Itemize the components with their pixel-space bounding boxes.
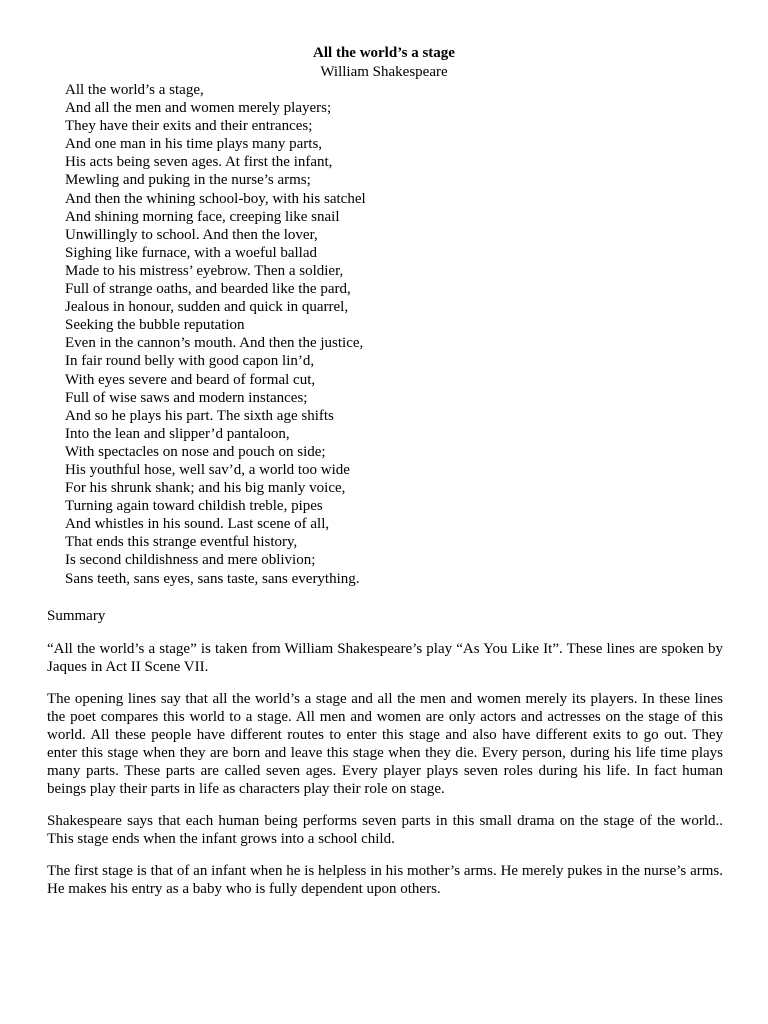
poem-line: Into the lean and slipper’d pantaloon, [65, 425, 290, 442]
poem-line: Sighing like furnace, with a woeful ballad [65, 244, 318, 261]
poem-line: And all the men and women merely players; [65, 100, 332, 117]
poem-line: And whistles in his sound. Last scene of all, [65, 516, 330, 533]
poem-line: His acts being seven ages. At first the infant, [65, 154, 333, 171]
summary-heading: Summary [47, 608, 106, 624]
poem-title: All the world’s a stage [313, 45, 455, 61]
poem-author: William Shakespeare [320, 64, 448, 80]
poem-line: And so he plays his part. The sixth age shifts [65, 407, 334, 424]
poem-line: And shining morning face, creeping like snail [65, 208, 340, 225]
summary-paragraph: “All the world’s a stage” is taken from William Shakespeare’s play “As You Like It”. These lines are spoken by Jaques in Act II Scene VII. [47, 641, 723, 675]
poem-line: And one man in his time plays many parts, [65, 136, 323, 153]
poem-line: Turning again toward childish treble, pipes [65, 498, 323, 515]
poem-body [65, 81, 485, 588]
poem-line: Full of strange oaths, and bearded like the pard, [65, 281, 351, 298]
poem-line: His youthful hose, well sav’d, a world too wide [65, 461, 350, 478]
summary-body [47, 640, 723, 912]
poem-line: Jealous in honour, sudden and quick in quarrel, [65, 299, 349, 316]
poem-line: Even in the cannon’s mouth. And then the justice, [65, 335, 364, 352]
poem-line: In fair round belly with good capon lin’d, [65, 353, 315, 370]
poem-line: Sans teeth, sans eyes, sans taste, sans everything. [65, 570, 360, 587]
summary-paragraph: The first stage is that of an infant when he is helpless in his mother’s arms. He merely pukes in the nurse’s arms. He makes his entry as a baby who is fully dependent upon others. [47, 863, 723, 897]
summary-paragraph: The opening lines say that all the world’s a stage and all the men and women merely its players. In these lines the poet compares this world to a stage. All men and women are only actors and actresses on the stage of this world. All these people have different routes to enter this stage and also have different exits to go out. They enter this stage when they are born and leave this stage when they die. Every person, during his life time plays many parts. These parts are called seven ages. Every player plays seven roles during his life. In fact human beings play their parts in life as characters play their role on stage. [47, 691, 723, 797]
poem-line: Unwillingly to school. And then the lover, [65, 226, 318, 243]
poem-line: With spectacles on nose and pouch on side; [65, 443, 326, 460]
poem-line: Seeking the bubble reputation [65, 317, 245, 334]
poem-line: Made to his mistress’ eyebrow. Then a soldier, [65, 262, 344, 279]
summary-paragraph: Shakespeare says that each human being performs seven parts in this small drama on the stage of the world.. This stage ends when the infant grows into a school child. [47, 813, 723, 847]
poem-line: They have their exits and their entrances; [65, 118, 313, 135]
poem-line: That ends this strange eventful history, [65, 534, 298, 551]
poem-line: Mewling and puking in the nurse’s arms; [65, 172, 311, 189]
poem-line: All the world’s a stage, [65, 82, 204, 98]
poem-line: With eyes severe and beard of formal cut, [65, 371, 316, 388]
poem-line: Is second childishness and mere oblivion; [65, 552, 316, 569]
poem-line: For his shrunk shank; and his big manly voice, [65, 480, 346, 497]
poem-line: Full of wise saws and modern instances; [65, 389, 308, 406]
poem-line: And then the whining school-boy, with his satchel [65, 190, 366, 207]
